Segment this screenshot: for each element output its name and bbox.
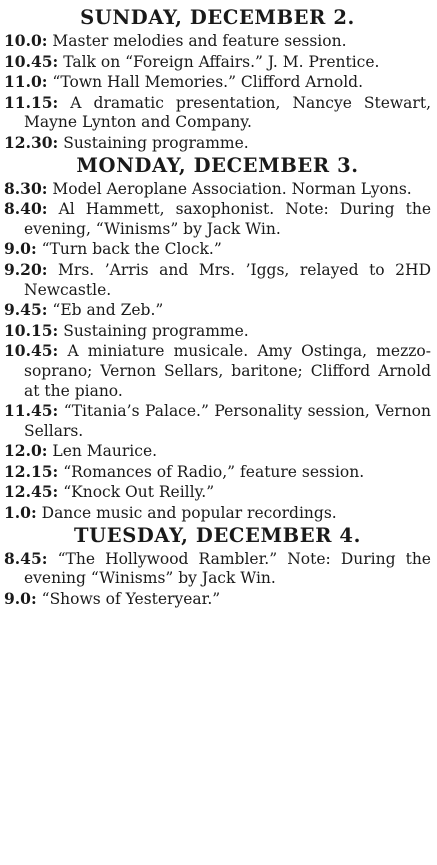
entry-text: “Shows of Yesteryear.” bbox=[41, 589, 221, 608]
programme-entry bbox=[4, 341, 431, 401]
entry-text: Sustaining programme. bbox=[63, 133, 249, 152]
day-heading-tuesday: TUESDAY, DECEMBER 4. bbox=[74, 523, 361, 547]
day-heading-sunday: SUNDAY, DECEMBER 2. bbox=[80, 6, 355, 29]
entry-text: Model Aeroplane Association. Norman Lyons. bbox=[52, 179, 412, 198]
programme-entry bbox=[4, 321, 431, 342]
programme-entry bbox=[4, 133, 431, 154]
programme-entry bbox=[4, 300, 431, 321]
entry-time: 10.45: bbox=[4, 51, 59, 71]
entry-text: Len Maurice. bbox=[52, 442, 158, 461]
entry-time: 12.30: bbox=[4, 132, 59, 152]
programme-entry bbox=[4, 199, 431, 239]
programme-entry bbox=[4, 589, 431, 610]
entry-text: Al Hammett, saxophonist. Note: During the evening, “Winisms” by Jack Win. bbox=[24, 200, 431, 238]
entry-time: 11.15: bbox=[4, 92, 59, 112]
entry-time: 12.45: bbox=[4, 482, 59, 502]
entry-text: “Turn back the Clock.” bbox=[41, 240, 222, 259]
entry-text: Dance music and popular recordings. bbox=[41, 504, 337, 523]
entry-text: Sustaining programme. bbox=[63, 321, 249, 340]
entry-text: A dramatic presentation, Nancye Stewart, Mayne Lynton and Company. bbox=[24, 93, 431, 132]
entry-time: 9.0: bbox=[4, 588, 37, 608]
entry-text: Mrs. ’Arris and Mrs. ’Iggs, relayed to 2HD Newcastle. bbox=[24, 260, 431, 299]
programme-entry bbox=[4, 441, 431, 462]
entry-time: 12.15: bbox=[4, 461, 59, 481]
entry-time: 1.0: bbox=[4, 503, 37, 523]
entry-time: 10.15: bbox=[4, 320, 59, 340]
entry-text: “Titania’s Palace.” Personality session, Vernon Sellars. bbox=[24, 402, 431, 440]
programme-entry bbox=[4, 482, 431, 503]
entry-time: 9.45: bbox=[4, 300, 48, 320]
entry-text: “Knock Out Reilly.” bbox=[63, 483, 215, 502]
entry-time: 9.0: bbox=[4, 239, 37, 259]
entry-time: 12.0: bbox=[4, 441, 48, 461]
entry-time: 8.40: bbox=[4, 199, 48, 219]
entry-time: 10.45: bbox=[4, 341, 59, 361]
entry-time: 10.0: bbox=[4, 31, 48, 50]
entry-text: “Town Hall Memories.” Clifford Arnold. bbox=[52, 73, 364, 92]
day-heading-monday: MONDAY, DECEMBER 3. bbox=[76, 153, 359, 177]
entry-time: 9.20: bbox=[4, 259, 48, 279]
programme-entry bbox=[4, 52, 431, 73]
programme-entry bbox=[4, 462, 431, 483]
entry-text: “Eb and Zeb.” bbox=[52, 301, 164, 320]
programme-entry bbox=[4, 93, 431, 133]
programme-entry bbox=[4, 549, 431, 589]
programme-entry bbox=[4, 401, 431, 441]
entry-time: 8.45: bbox=[4, 548, 48, 568]
entry-text: “Romances of Radio,” feature session. bbox=[63, 462, 365, 481]
entry-time: 11.45: bbox=[4, 401, 59, 421]
entry-time: 8.30: bbox=[4, 178, 48, 198]
programme-entry bbox=[4, 31, 431, 52]
programme-entry bbox=[4, 260, 431, 300]
entry-text: A miniature musicale. Amy Ostinga, mezzo-soprano; Vernon Sellars, baritone; Clifford Arnold at the piano. bbox=[24, 342, 431, 400]
programme-entry bbox=[4, 239, 431, 260]
programme-entry bbox=[4, 503, 431, 524]
entry-text: Talk on “Foreign Affairs.” J. M. Prentice. bbox=[63, 52, 380, 71]
entry-time: 11.0: bbox=[4, 72, 48, 92]
entry-text: Master melodies and feature session. bbox=[52, 32, 347, 50]
entry-text: “The Hollywood Rambler.” Note: During the evening “Winisms” by Jack Win. bbox=[24, 549, 431, 588]
programme-entry bbox=[4, 179, 431, 200]
programme-entry bbox=[4, 72, 431, 93]
